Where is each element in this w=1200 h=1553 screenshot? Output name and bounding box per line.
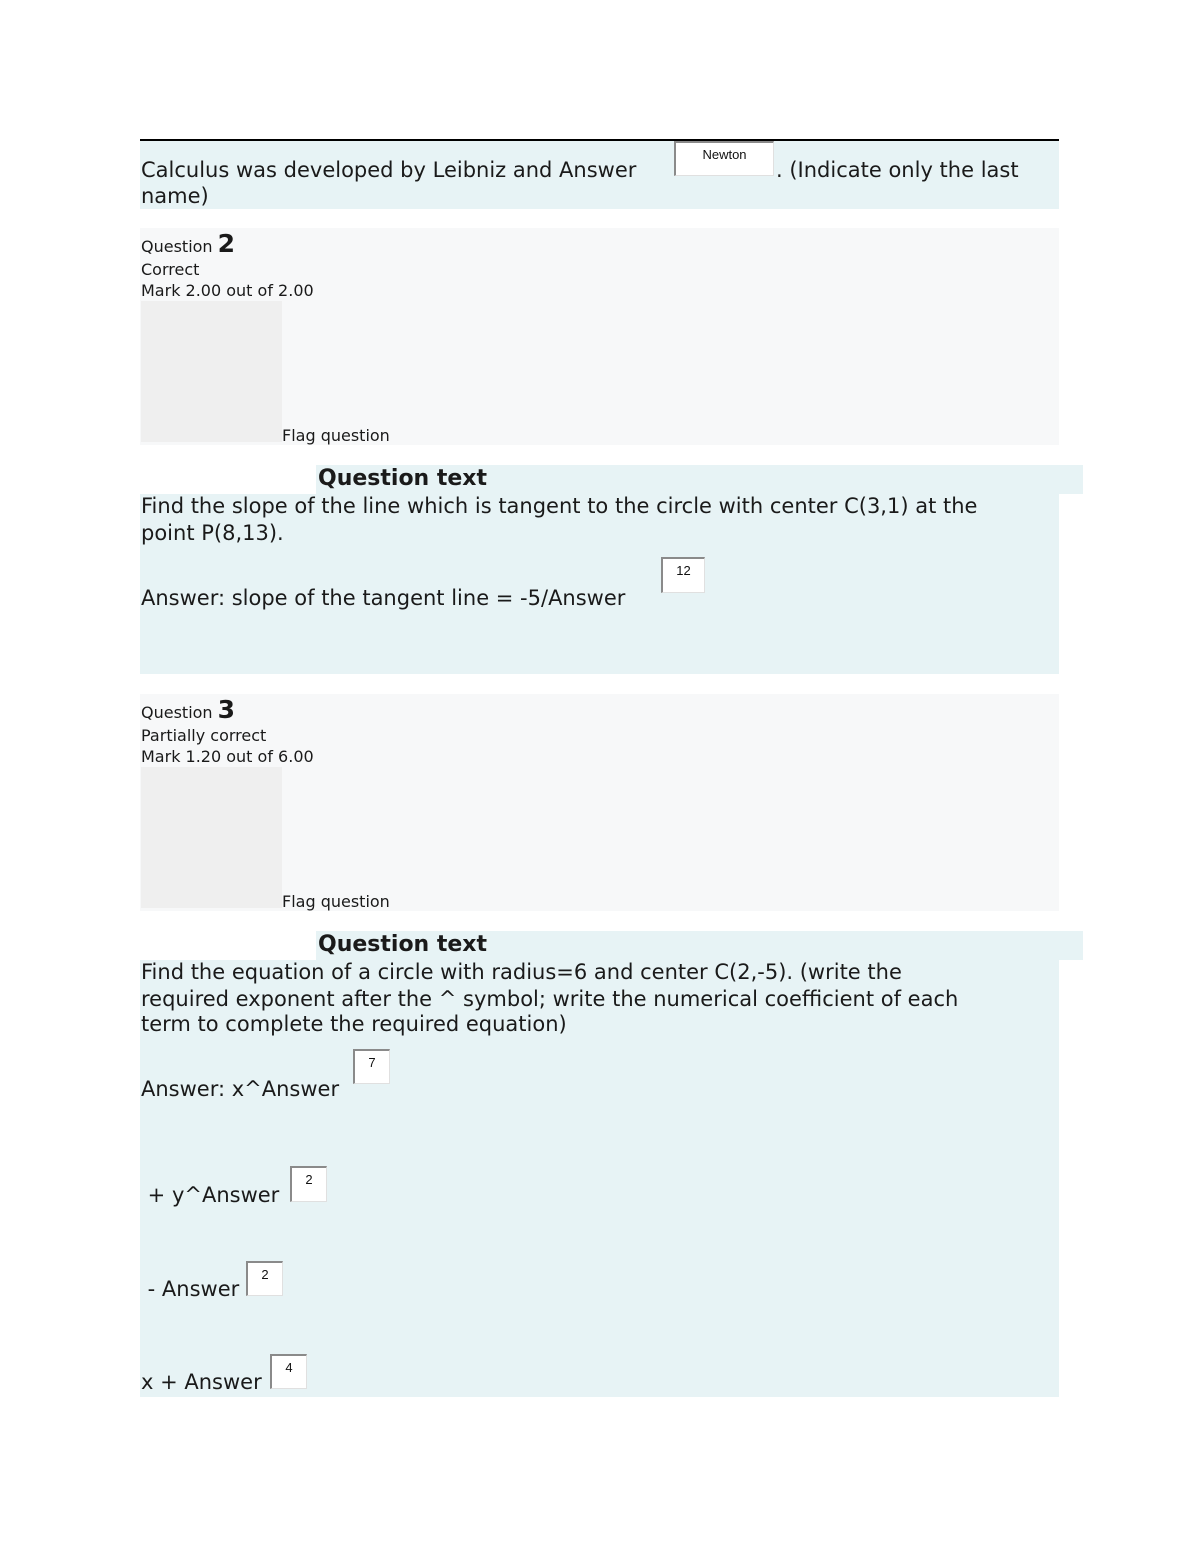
q3-answer-1-value: 7 <box>368 1055 376 1070</box>
q3-text-line2: required exponent after the ^ symbol; write the numerical coefficient of each <box>141 987 959 1011</box>
question-label: Question <box>141 237 213 256</box>
q3-answer-3-prefix: - Answer <box>141 1277 240 1301</box>
q3-answer-4-prefix: x + Answer <box>141 1370 262 1394</box>
q3-answer-2-prefix: + y^Answer <box>141 1183 280 1207</box>
q3-answer-4-value: 4 <box>285 1360 293 1375</box>
q1-text-after: . (Indicate only the last <box>776 158 1019 182</box>
question-number: 2 <box>217 229 236 258</box>
q3-answer-3-input[interactable] <box>246 1261 283 1296</box>
q3-text-line3: term to complete the required equation) <box>141 1012 567 1036</box>
q1-answer-value: Newton <box>702 147 747 162</box>
q3-answer-4-input[interactable] <box>270 1354 307 1389</box>
q1-text-before: Calculus was developed by Leibniz and Answer <box>141 158 637 182</box>
question-2-mark: Mark 2.00 out of 2.00 <box>141 281 314 300</box>
q1-answer-input[interactable] <box>674 141 774 176</box>
q3-answer-1-prefix: Answer: x^Answer <box>141 1077 340 1101</box>
question-2-number-label <box>141 229 235 258</box>
question-3-text-heading: Question text <box>316 931 1083 960</box>
question-3-number-label <box>141 695 235 724</box>
flag-question-link[interactable]: Flag question <box>282 892 390 911</box>
question-label: Question <box>141 703 213 722</box>
question-2-status: Correct <box>141 260 200 279</box>
question-number: 3 <box>217 695 236 724</box>
flag-question-link[interactable]: Flag question <box>282 426 390 445</box>
q2-answer-input[interactable] <box>661 557 705 593</box>
question-2-text-heading: Question text <box>316 465 1083 494</box>
q2-answer-prefix: Answer: slope of the tangent line = -5/Answer <box>141 586 626 610</box>
flag-question-icon[interactable] <box>141 767 282 908</box>
q1-text-line2: name) <box>141 184 209 208</box>
q2-text-line2: point P(8,13). <box>141 521 284 545</box>
q3-answer-3-value: 2 <box>261 1267 269 1282</box>
flag-question-icon[interactable] <box>141 301 282 442</box>
question-3-mark: Mark 1.20 out of 6.00 <box>141 747 314 766</box>
q2-answer-value: 12 <box>676 563 691 578</box>
q3-answer-2-value: 2 <box>305 1172 313 1187</box>
question-3-status: Partially correct <box>141 726 267 745</box>
q3-text-line1: Find the equation of a circle with radius=6 and center C(2,-5). (write the <box>141 960 902 984</box>
q2-text-line1: Find the slope of the line which is tangent to the circle with center C(3,1) at the <box>141 494 978 518</box>
q3-answer-2-input[interactable] <box>290 1166 327 1202</box>
q1-text-line1 <box>141 157 636 183</box>
q3-answer-1-input[interactable] <box>353 1049 390 1084</box>
